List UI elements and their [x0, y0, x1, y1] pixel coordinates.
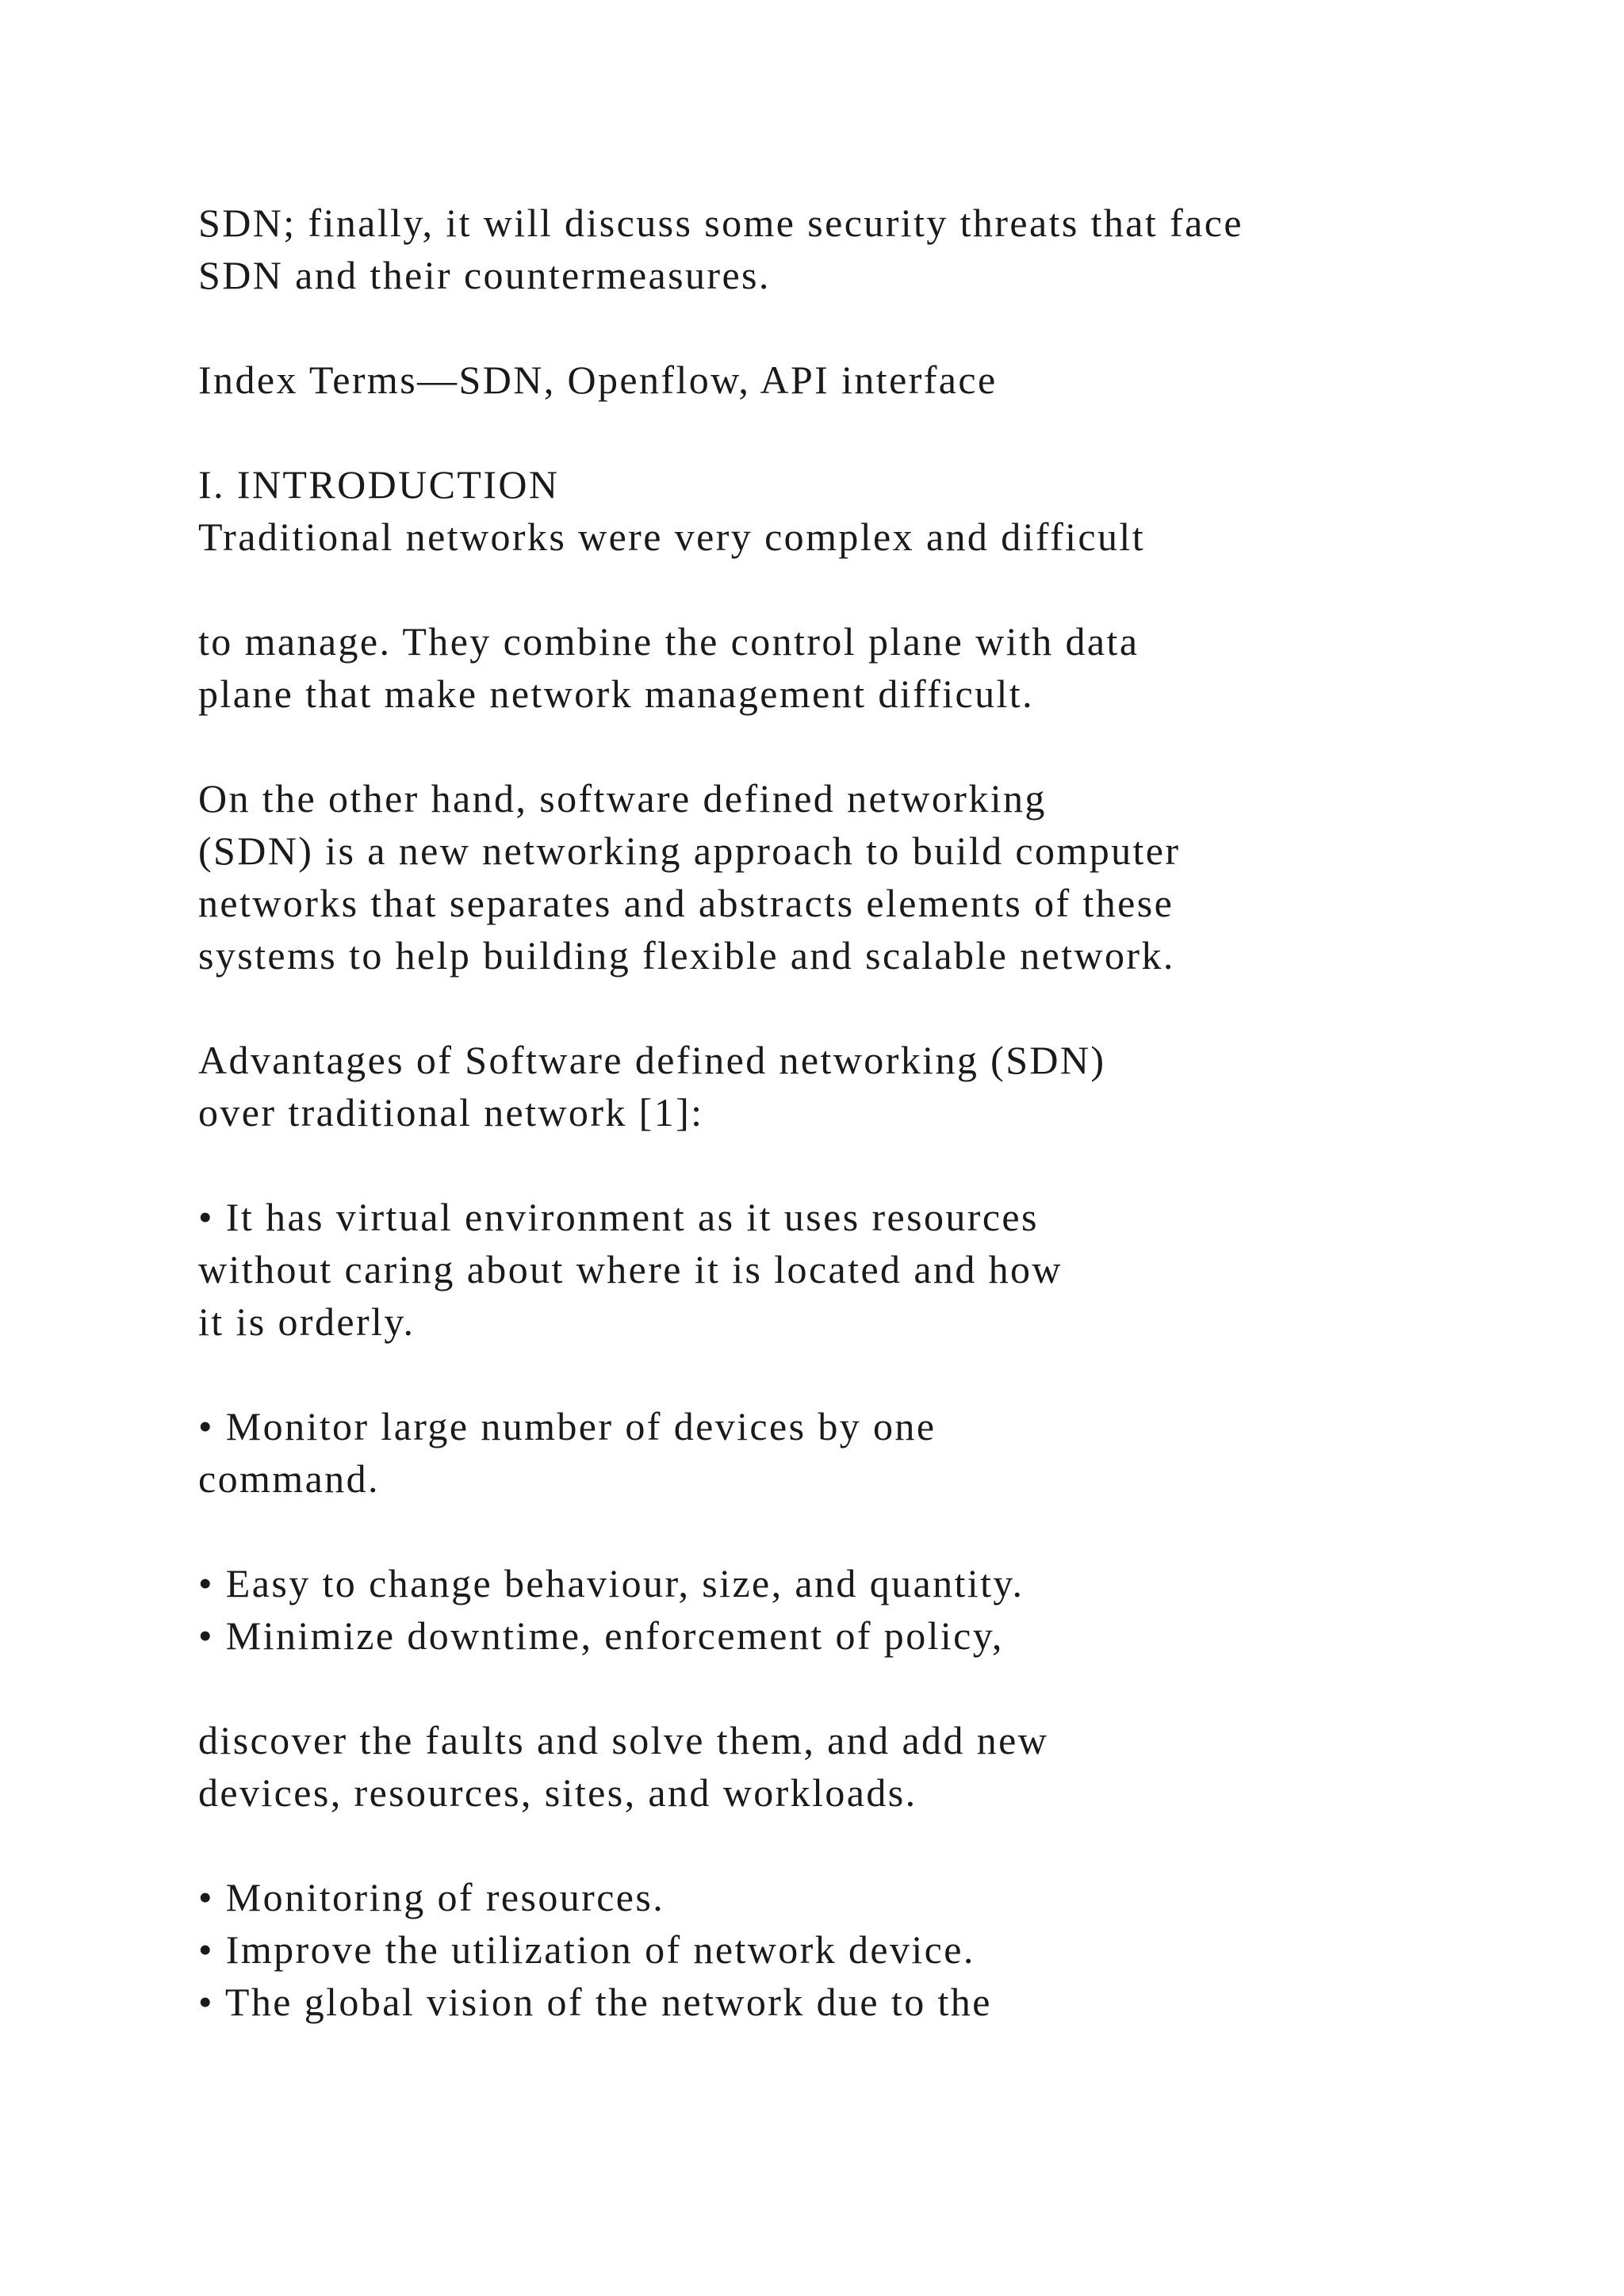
bullet-line: • The global vision of the network due to the	[198, 1980, 992, 2024]
paragraph-gap	[198, 1505, 1546, 1557]
paragraph-gap	[198, 1819, 1546, 1871]
text-line: On the other hand, software defined networking	[198, 776, 1047, 821]
text-line: systems to help building flexible and scalable network.	[198, 933, 1175, 978]
bullet-line: • It has virtual environment as it uses resources	[198, 1195, 1039, 1239]
text-line: devices, resources, sites, and workloads.	[198, 1770, 917, 1815]
bullet-line: • Improve the utilization of network device.	[198, 1927, 975, 1972]
bullet-line: • Monitoring of resources.	[198, 1875, 665, 1919]
text-line: SDN; finally, it will discuss some security threats that face	[198, 201, 1243, 245]
document-body	[198, 197, 1546, 2028]
text-line: to manage. They combine the control plane with data	[198, 619, 1139, 664]
bullet-line: • Easy to change behaviour, size, and quantity.	[198, 1561, 1025, 1605]
text-line: Advantages of Software defined networking (SDN)	[198, 1038, 1106, 1082]
text-line: discover the faults and solve them, and add new	[198, 1718, 1049, 1762]
paragraph-gap	[198, 1138, 1546, 1191]
bullet-line: • Minimize downtime, enforcement of policy,	[198, 1613, 1004, 1658]
text-line: (SDN) is a new networking approach to build computer	[198, 828, 1181, 873]
paragraph-gap	[198, 301, 1546, 354]
text-line: it is orderly.	[198, 1299, 416, 1344]
paragraph-gap	[198, 563, 1546, 615]
paragraph-gap	[198, 1662, 1546, 1714]
text-line: over traditional network [1]:	[198, 1090, 704, 1135]
paragraph-gap	[198, 1348, 1546, 1400]
index-terms-line: Index Terms—SDN, Openflow, API interface	[198, 358, 998, 402]
section-heading: I. INTRODUCTION	[198, 462, 560, 507]
paragraph-gap	[198, 982, 1546, 1034]
paragraph-gap	[198, 720, 1546, 772]
text-line: networks that separates and abstracts elements of these	[198, 881, 1174, 925]
text-line: without caring about where it is located and how	[198, 1247, 1063, 1292]
text-line: SDN and their countermeasures.	[198, 253, 771, 297]
paragraph-gap	[198, 406, 1546, 458]
text-line: plane that make network management difficult.	[198, 672, 1034, 716]
text-line: command.	[198, 1456, 380, 1501]
bullet-line: • Monitor large number of devices by one	[198, 1404, 936, 1448]
text-line: Traditional networks were very complex and difficult	[198, 515, 1145, 559]
